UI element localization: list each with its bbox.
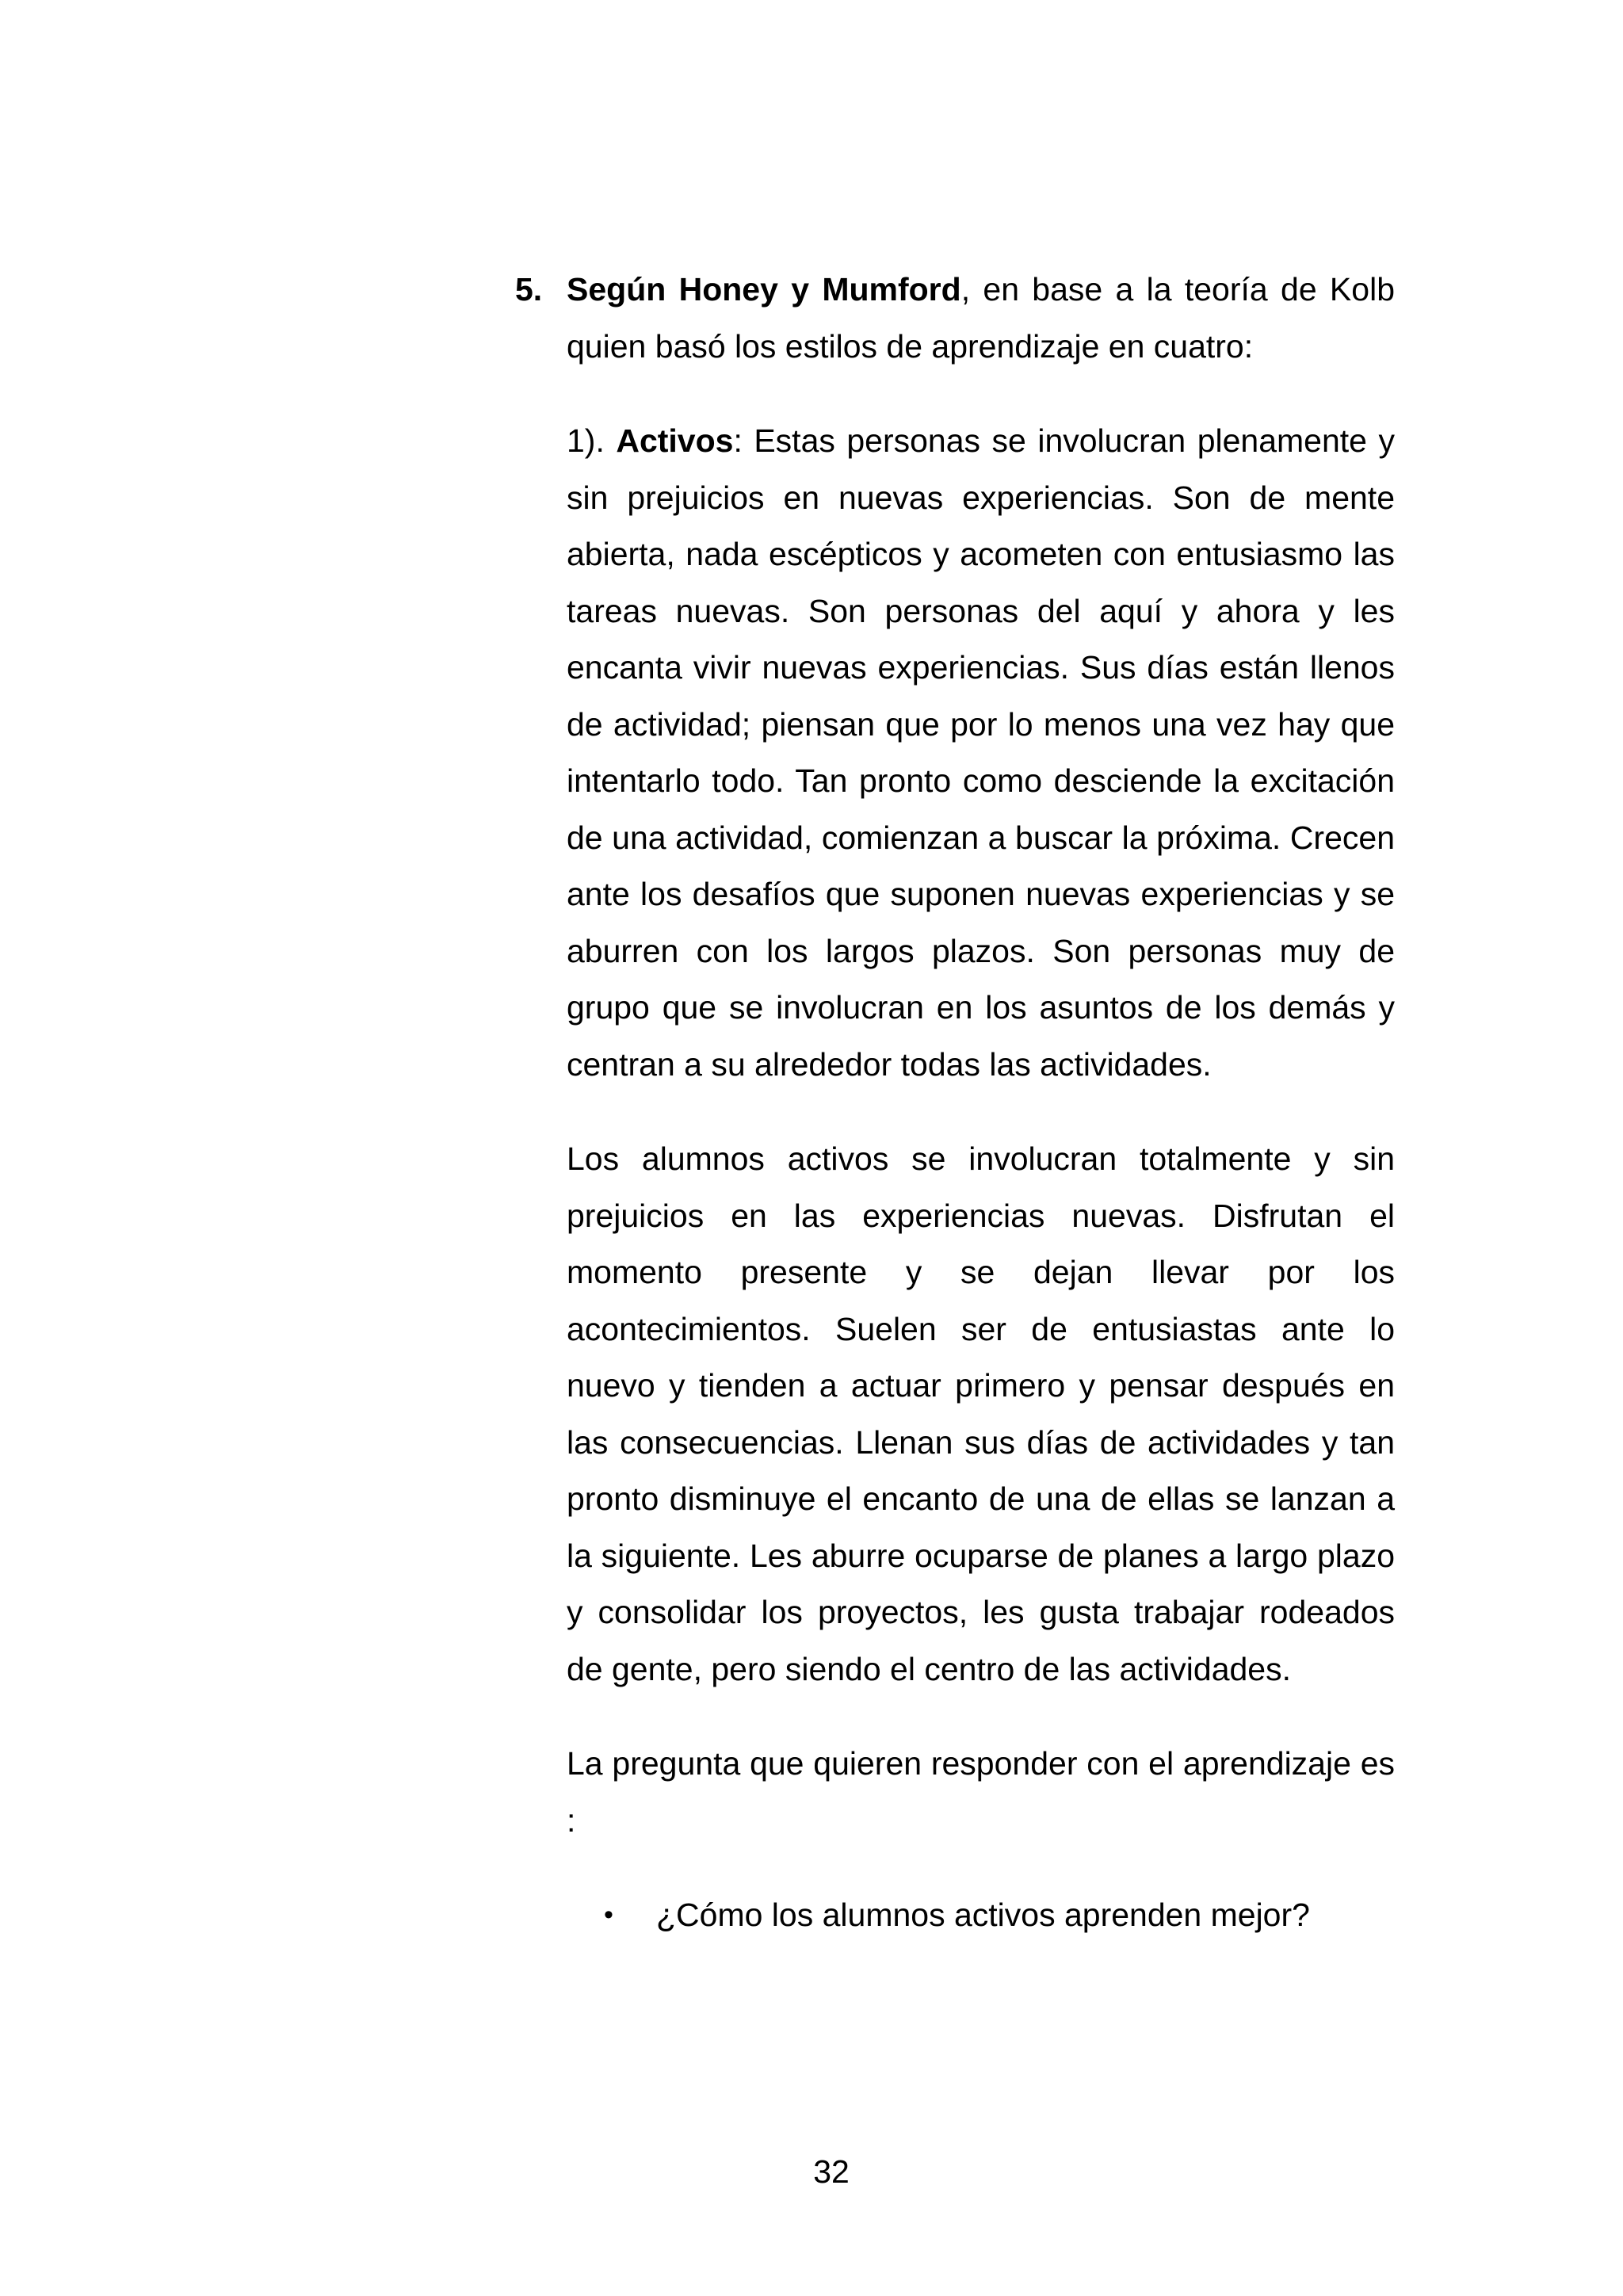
item-number: 5. [515,271,543,308]
numbered-item-5 [515,262,1395,375]
page-content [515,262,1395,1944]
list-item [515,1887,1395,1944]
activos-text: : Estas personas se involucran plenamente y sin prejuicios en nuevas experiencias. Son de mente abierta, nada escépticos y acometen con entusiasmo las tareas nuevas. Son personas del aquí y ahora y les encanta vivir nuevas experiencias. Sus días están llenos de actividad; piensan que por lo menos una vez hay que intentarlo todo. Tan pronto como desciende la excitación de una actividad, comienzan a buscar la próxima. Crecen ante los desafíos que suponen nuevas experiencias y se aburren con los largos plazos. Son personas muy de grupo que se involucran en los asuntos de los demás y centran a su alrededor todas las actividades. [567,422,1395,1083]
bullet-icon: • [604,1900,613,1930]
page-number: 32 [813,2153,850,2190]
list-item-text: ¿Cómo los alumnos activos aprenden mejor? [656,1897,1310,1933]
item-heading-text: , en base a la teoría de Kolb quien basó los estilos de aprendizaje en cuatro: [567,271,1395,365]
activos-paragraph [567,413,1395,1093]
pregunta-paragraph: La pregunta que quieren responder con el aprendizaje es : [567,1745,1395,1839]
activos-prefix: 1). [567,422,617,459]
bullet-list [515,1887,1395,1944]
activos-label: Activos [616,422,734,459]
alumnos-activos-paragraph: Los alumnos activos se involucran totalmente y sin prejuicios en las experiencias nuevas. Disfrutan el momento presente y se dejan llevar por los acontecimientos. Suelen ser de entusiastas ante lo nuevo y tienden a actuar primero y pensar después en las consecuencias. Llenan sus días de actividades y tan pronto disminuye el encanto de una de ellas se lanzan a la siguiente. Les aburre ocuparse de planes a largo plazo y consolidar los proyectos, les gusta trabajar rodeados de gente, pero siendo el centro de las actividades. [567,1140,1395,1687]
item-heading-bold: Según Honey y Mumford [567,271,961,308]
